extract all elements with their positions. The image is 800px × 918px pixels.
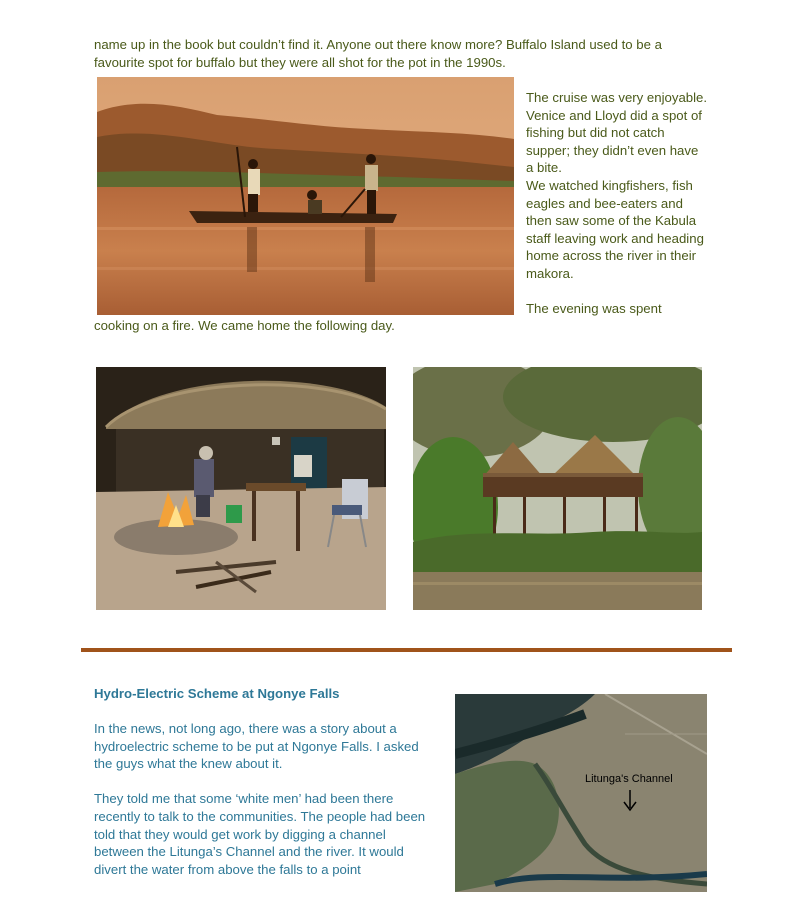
hydro-line: between the Litunga’s Channel and the river. It would [94, 844, 404, 860]
hydro-paragraph [94, 720, 444, 878]
cruise-line: then saw some of the Kabula [526, 213, 697, 229]
intro-line: favourite spot for buffalo but they were all shot for the pot in the 1990s. [94, 54, 506, 70]
cruise-line: home across the river in their [526, 248, 697, 264]
hydro-line: hydroelectric scheme to be put at Ngonye Falls. I asked [94, 738, 419, 754]
section-divider [81, 648, 732, 652]
cruise-line: The cruise was very enjoyable. [526, 90, 708, 105]
hydro-line: told that they would get work by digging a channel [94, 826, 386, 842]
campfire-photo [96, 367, 386, 610]
cruise-line: supper; they didn’t even have [526, 142, 699, 158]
cruise-line: Venice and Lloyd did a spot of [526, 107, 702, 123]
cruise-line: We watched kingfishers, fish [526, 177, 693, 193]
riverside-lodge-photo [413, 367, 702, 610]
evening-line-end: cooking on a fire. We came home the following day. [94, 318, 395, 333]
cruise-line: a bite. [526, 160, 562, 176]
satellite-map-image [455, 694, 707, 892]
hydro-line: the guys what the knew about it. [94, 756, 283, 772]
cruise-line: eagles and bee-eaters and [526, 195, 683, 211]
cruise-paragraph [526, 89, 726, 318]
map-label: Litunga's Channel [585, 773, 673, 785]
canoe-sunset-photo [97, 77, 514, 315]
intro-line: name up in the book but couldn’t find it. Anyone out there know more? Buffalo Island used to be a [94, 37, 662, 52]
intro-paragraph [94, 36, 734, 71]
hydro-line: In the news, not long ago, there was a story about a [94, 721, 397, 736]
cruise-line: staff leaving work and heading [526, 230, 704, 246]
hydro-line: recently to talk to the communities. The people had been [94, 808, 426, 824]
hydro-line: They told me that some ‘white men’ had been there [94, 791, 394, 807]
hydro-line: divert the water from above the falls to a point [94, 861, 361, 877]
evening-line-start: The evening was spent [526, 301, 662, 317]
hydro-section-title: Hydro-Electric Scheme at Ngonye Falls [94, 686, 340, 701]
cruise-line: fishing but did not catch [526, 125, 665, 141]
cruise-line: makora. [526, 265, 574, 281]
